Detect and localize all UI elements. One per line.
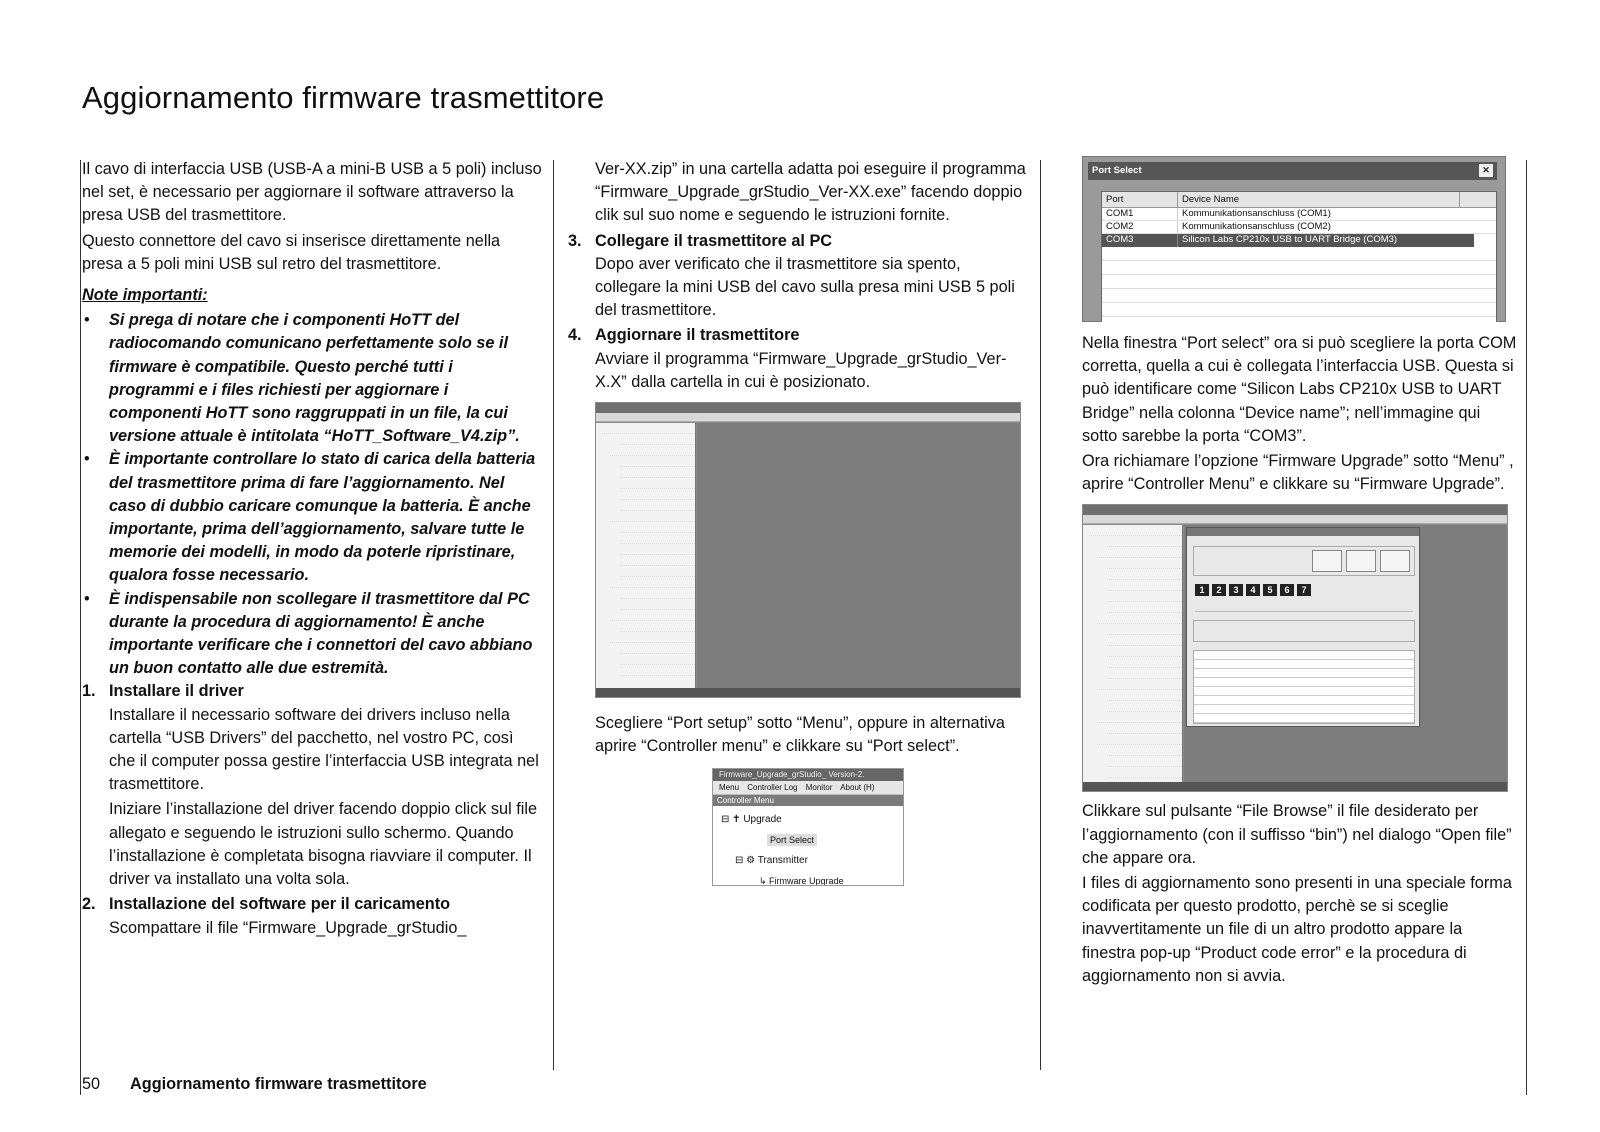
step-number: 2.	[82, 895, 96, 914]
device-cell: Kommunikationsanschluss (COM1)	[1182, 208, 1331, 219]
column-left	[82, 158, 542, 942]
upgrade-window	[1186, 527, 1420, 727]
menu-item[interactable]: Menu	[719, 783, 740, 793]
screenshot-tree-panel	[1083, 525, 1183, 782]
screenshot-statusbar	[596, 688, 1020, 697]
footer-title: Aggiornamento firmware trasmettitore	[130, 1075, 427, 1093]
step-box: 7	[1297, 584, 1311, 596]
bullet-marker: •	[84, 311, 90, 330]
zoom-titlebar: Firmware_Upgrade_grStudio_ Version-2.	[713, 769, 903, 781]
step-text: Installare il necessario software dei drivers incluso nella cartella “USB Drivers” del pacchetto, nel vostro PC, così che il computer possa gestire l’interfaccia USB integrata nel trasmettitore.	[109, 705, 539, 794]
port-cell: COM1	[1102, 208, 1178, 220]
paragraph: Clikkare sul pulsante “File Browse” il file desiderato per l’aggiornamento (con il suffisso “bin”) nel dialogo “Open file” che appare ora.	[1082, 802, 1512, 867]
note-text: È indispensabile non scollegare il trasmettitore dal PC durante la procedura di aggiornamento! È anche importante verificare che i connettori del cavo abbiano un buon contatto alle due estremità.	[109, 589, 533, 678]
zoom-menubar	[713, 781, 903, 795]
column-header[interactable]: Port	[1102, 192, 1178, 207]
step-box: 1	[1195, 584, 1209, 596]
port-select-dialog	[1082, 156, 1506, 322]
step-heading	[82, 893, 542, 916]
tree-item-transmitter[interactable]: ⊟ ⚙ Transmitter	[735, 855, 808, 867]
zoomed-screenshot	[712, 768, 904, 886]
zoom-panel-header: Controller Menu	[713, 795, 903, 806]
step-title: Installazione del software per il caricamento	[109, 895, 451, 914]
note-text: È importante controllare lo stato di carica della batteria del trasmettitore prima di fare l’aggiornamento. Nel caso di dubbio caricare comunque la batteria. È anche importante, prima dell’aggiornamento, salvare tutte le memorie dei modelli, in modo da poterle ripristinare, qualora fosse necessario.	[109, 450, 536, 585]
note-item	[82, 588, 542, 681]
paragraph: Nella finestra “Port select” ora si può scegliere la porta COM corretta, quella a cui è collegata l’interfaccia USB. Questa si può identificare come “Silicon Labs CP210x USB to UART Bridge” nella colonna “Device name”; nell’immagine qui sotto sarebbe la porta “COM3”.	[1082, 334, 1517, 445]
program-screenshot	[595, 402, 1021, 698]
paragraph: Il cavo di interfaccia USB (USB-A a mini-B USB a 5 poli) incluso nel set, è necessario per aggiornare il software attraverso la presa USB del trasmettitore.	[82, 160, 542, 225]
step-number: 4.	[568, 326, 582, 345]
step-text: Ver-XX.zip” in una cartella adatta poi eseguire il programma “Firmware_Upgrade_grStudio_Ver-XX.exe” facendo doppio clik sul suo nome e seguendo le istruzioni fornite.	[595, 160, 1026, 225]
step-text: Avviare il programma “Firmware_Upgrade_grStudio_Ver-X.X” dalla cartella in cui è posizionato.	[595, 349, 1007, 391]
tree-item-port-select[interactable]: Port Select	[767, 830, 903, 851]
paragraph: Ora richiamare l’opzione “Firmware Upgrade” sotto “Menu” , aprire “Controller Menu” e clikkare su “Firmware Upgrade”.	[1082, 452, 1514, 494]
step-box: 5	[1263, 584, 1277, 596]
step-number: 1.	[82, 682, 96, 701]
menu-item[interactable]: Controller Log	[747, 783, 798, 793]
step-title: Aggiornare il trasmettitore	[595, 326, 800, 345]
column-header[interactable]: Device Name	[1178, 192, 1460, 207]
step-box: 4	[1246, 584, 1260, 596]
notes-heading: Note importanti:	[82, 286, 208, 305]
bullet-marker: •	[84, 450, 90, 469]
empty-rows	[1102, 247, 1496, 327]
paragraph: Questo connettore del cavo si inserisce direttamente nella presa a 5 poli mini USB sul retro del trasmettitore.	[82, 231, 501, 273]
paragraph: I files di aggiornamento sono presenti in una speciale forma codificata per questo prodotto, perchè se si sceglie inavvertitamente un file di un altro prodotto appare la finestra pop-up “Product code error” e la procedura di aggiornamento non si avvia.	[1082, 874, 1512, 985]
table-row[interactable]	[1102, 221, 1496, 234]
note-text: Si prega di notare che i componenti HoTT del radiocomando comunicano perfettamente solo se il firmware è compatibile. Questo perché tutti i programmi e i files richiesti per aggiornare i componenti HoTT sono raggruppati in un file, la cui versione attuale è intitolata “HoTT_Software_V4.zip”.	[109, 311, 520, 446]
table-row[interactable]	[1102, 208, 1496, 221]
column-middle	[568, 158, 1028, 886]
port-cell: COM2	[1102, 221, 1178, 233]
step-title: Installare il driver	[109, 682, 244, 701]
dialog-title: Port Select	[1092, 165, 1142, 176]
menu-item[interactable]: Monitor	[805, 783, 833, 793]
step-heading	[568, 230, 1028, 253]
step-number: 3.	[568, 231, 582, 250]
column-divider	[80, 160, 81, 1095]
table-header	[1102, 192, 1496, 208]
step-box: 2	[1212, 584, 1226, 596]
page-footer	[82, 1075, 427, 1094]
step-boxes	[1195, 584, 1419, 596]
step-text: Scompattare il file “Firmware_Upgrade_grStudio_	[109, 918, 467, 937]
step-text: Dopo aver verificato che il trasmettitore sia spento, collegare la mini USB del cavo sulla presa mini USB 5 poli del trasmettitore.	[595, 254, 1015, 320]
screenshot-tree-panel	[596, 423, 696, 688]
dialog-titlebar	[1088, 162, 1497, 180]
port-table	[1101, 191, 1497, 321]
close-icon[interactable]: ✕	[1479, 164, 1493, 177]
column-divider	[553, 160, 554, 1070]
step-box: 6	[1280, 584, 1294, 596]
page-title: Aggiornamento firmware trasmettitore	[82, 80, 605, 115]
tree-item-firmware-upgrade[interactable]: ↳ Firmware Upgrade	[759, 876, 844, 887]
menu-item[interactable]: About (H)	[840, 783, 875, 793]
step-heading	[568, 324, 1028, 347]
screenshot-workspace	[697, 423, 1020, 688]
page-number: 50	[82, 1075, 101, 1093]
screenshot-menubar	[596, 413, 1020, 422]
tree-item-upgrade[interactable]: ⊟ ✝ Upgrade	[721, 814, 782, 826]
table-row-selected[interactable]	[1102, 234, 1474, 247]
firmware-upgrade-screenshot	[1082, 504, 1508, 792]
step-box: 3	[1229, 584, 1243, 596]
device-cell: Kommunikationsanschluss (COM2)	[1182, 221, 1331, 232]
step-heading	[82, 680, 542, 703]
column-divider	[1040, 160, 1041, 1070]
screenshot-titlebar	[596, 403, 1020, 413]
note-item	[82, 309, 542, 448]
column-right	[1082, 158, 1518, 990]
bullet-marker: •	[84, 589, 90, 608]
device-cell: Silicon Labs CP210x USB to UART Bridge (COM3)	[1182, 234, 1398, 245]
screenshot-workspace	[1184, 525, 1507, 782]
note-item	[82, 448, 542, 587]
column-divider	[1526, 160, 1527, 1095]
port-cell: COM3	[1102, 234, 1178, 247]
caption: Scegliere “Port setup” sotto “Menu”, oppure in alternativa aprire “Controller menu” e clikkare su “Port select”.	[595, 714, 1005, 756]
step-title: Collegare il trasmettitore al PC	[595, 231, 833, 250]
step-text: Iniziare l’installazione del driver facendo doppio click sul file allegato e seguendo le istruzioni sullo schermo. Quando l’installazione è completata bisogna riavviare il computer. Il driver va installato una volta sola.	[109, 800, 538, 889]
